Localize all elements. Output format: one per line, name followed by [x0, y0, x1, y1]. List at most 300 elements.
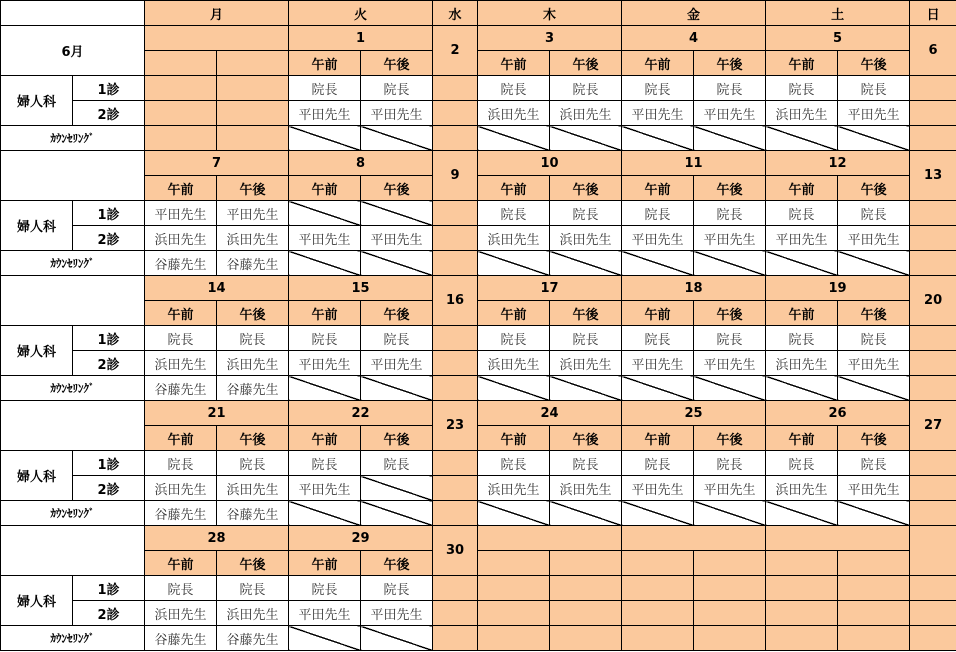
pm-label: 午後 [550, 176, 622, 201]
room2-label: 2診 [73, 476, 145, 501]
week-date-row [1, 401, 956, 426]
doctor-cell: 院長 [478, 201, 550, 226]
doctor-cell: 平田先生 [361, 351, 433, 376]
unavailable-slot [550, 501, 622, 526]
am-label: 午前 [289, 51, 361, 76]
unavailable-slot [289, 501, 361, 526]
pm-label: 午後 [550, 51, 622, 76]
empty-period-cell [478, 551, 550, 576]
doctor-cell: 浜田先生 [550, 351, 622, 376]
date-sat: 12 [766, 151, 910, 176]
doctor-cell: 平田先生 [766, 226, 838, 251]
room1-label: 1診 [73, 76, 145, 101]
sun-closed-cell [910, 201, 956, 226]
period-row [1, 51, 956, 76]
wed-closed-cell [433, 601, 478, 626]
doctor-cell: 院長 [766, 326, 838, 351]
doctor-cell: 浜田先生 [766, 351, 838, 376]
sun-closed-cell [910, 451, 956, 476]
am-label: 午前 [766, 51, 838, 76]
department-label: 婦人科 [1, 326, 73, 376]
date-mon: 28 [145, 526, 289, 551]
schedule-row-r2 [1, 101, 956, 126]
doctor-cell: 院長 [478, 326, 550, 351]
department-label: 婦人科 [1, 576, 73, 626]
doctor-cell: 平田先生 [289, 601, 361, 626]
schedule-row-c [1, 376, 956, 401]
doctor-cell: 浜田先生 [478, 351, 550, 376]
doctor-cell: 院長 [217, 326, 289, 351]
doctor-cell: 浜田先生 [217, 601, 289, 626]
doctor-cell: 浜田先生 [145, 226, 217, 251]
doctor-cell: 浜田先生 [550, 476, 622, 501]
unavailable-slot [694, 251, 766, 276]
empty-slot-cell [217, 126, 289, 151]
doctor-cell: 院長 [478, 451, 550, 476]
counseling-label: ｶｳﾝｾﾘﾝｸﾞ [1, 376, 145, 401]
doctor-cell: 平田先生 [361, 601, 433, 626]
pm-label: 午後 [361, 551, 433, 576]
am-label: 午前 [478, 301, 550, 326]
doctor-cell: 浜田先生 [766, 101, 838, 126]
room2-label: 2診 [73, 601, 145, 626]
weekday-header-row [1, 1, 956, 26]
unavailable-slot [622, 126, 694, 151]
schedule-row-r1 [1, 326, 956, 351]
room1-label: 1診 [73, 576, 145, 601]
blank-label-cell [1, 526, 145, 576]
schedule-row-r1 [1, 76, 956, 101]
pm-label: 午後 [361, 51, 433, 76]
pm-label: 午後 [838, 426, 910, 451]
doctor-cell: 浜田先生 [550, 101, 622, 126]
unavailable-slot [289, 201, 361, 226]
empty-slot-cell [766, 576, 838, 601]
weekday-sat: 土 [766, 1, 910, 26]
pm-label: 午後 [838, 301, 910, 326]
doctor-cell: 浜田先生 [145, 601, 217, 626]
empty-slot-cell [478, 601, 550, 626]
am-label: 午前 [289, 176, 361, 201]
empty-period-cell [217, 51, 289, 76]
empty-slot-cell [694, 626, 766, 651]
unavailable-slot [478, 376, 550, 401]
empty-slot-cell [478, 576, 550, 601]
sun-closed-cell [910, 626, 956, 651]
empty-slot-cell [694, 576, 766, 601]
unavailable-slot [550, 126, 622, 151]
am-label: 午前 [289, 301, 361, 326]
doctor-cell: 平田先生 [622, 101, 694, 126]
weekday-fri: 金 [622, 1, 766, 26]
am-label: 午前 [478, 426, 550, 451]
date-wed: 2 [433, 26, 478, 76]
unavailable-slot [361, 376, 433, 401]
pm-label: 午後 [838, 51, 910, 76]
empty-date-cell [478, 526, 622, 551]
date-mon: 7 [145, 151, 289, 176]
pm-label: 午後 [694, 426, 766, 451]
empty-date-cell [766, 526, 910, 551]
doctor-cell: 平田先生 [838, 476, 910, 501]
sun-closed-cell [910, 226, 956, 251]
wed-closed-cell [433, 126, 478, 151]
weekday-sun: 日 [910, 1, 956, 26]
empty-period-cell [694, 551, 766, 576]
doctor-cell: 院長 [550, 451, 622, 476]
wed-closed-cell [433, 351, 478, 376]
am-label: 午前 [145, 551, 217, 576]
doctor-cell: 平田先生 [622, 351, 694, 376]
doctor-cell: 院長 [694, 326, 766, 351]
doctor-cell: 谷藤先生 [217, 251, 289, 276]
empty-slot-cell [838, 576, 910, 601]
doctor-cell: 院長 [289, 576, 361, 601]
am-label: 午前 [766, 301, 838, 326]
sun-closed-cell [910, 501, 956, 526]
wed-closed-cell [433, 226, 478, 251]
am-label: 午前 [622, 301, 694, 326]
unavailable-slot [289, 251, 361, 276]
doctor-cell: 院長 [478, 76, 550, 101]
am-label: 午前 [622, 176, 694, 201]
schedule-row-r1 [1, 451, 956, 476]
empty-slot-cell [622, 576, 694, 601]
pm-label: 午後 [361, 426, 433, 451]
room2-label: 2診 [73, 351, 145, 376]
doctor-cell: 院長 [838, 76, 910, 101]
wed-closed-cell [433, 326, 478, 351]
am-label: 午前 [478, 51, 550, 76]
doctor-cell: 谷藤先生 [145, 626, 217, 651]
weekday-thu: 木 [478, 1, 622, 26]
doctor-cell: 院長 [694, 201, 766, 226]
doctor-cell: 浜田先生 [145, 476, 217, 501]
unavailable-slot [838, 126, 910, 151]
pm-label: 午後 [550, 426, 622, 451]
unavailable-slot [550, 251, 622, 276]
empty-slot-cell [838, 601, 910, 626]
empty-slot-cell [766, 626, 838, 651]
am-label: 午前 [289, 551, 361, 576]
department-label: 婦人科 [1, 76, 73, 126]
doctor-cell: 院長 [217, 451, 289, 476]
doctor-cell: 院長 [145, 326, 217, 351]
doctor-cell: 院長 [766, 201, 838, 226]
pm-label: 午後 [550, 301, 622, 326]
doctor-cell: 院長 [622, 76, 694, 101]
unavailable-slot [622, 251, 694, 276]
pm-label: 午後 [694, 51, 766, 76]
weekday-tue: 火 [289, 1, 433, 26]
doctor-cell: 平田先生 [694, 351, 766, 376]
doctor-cell: 谷藤先生 [217, 376, 289, 401]
sun-closed-cell [910, 251, 956, 276]
doctor-cell: 平田先生 [838, 226, 910, 251]
empty-date-cell [145, 26, 289, 51]
doctor-cell: 平田先生 [622, 226, 694, 251]
pm-label: 午後 [217, 301, 289, 326]
doctor-cell: 平田先生 [289, 101, 361, 126]
schedule-row-c [1, 251, 956, 276]
unavailable-slot [361, 201, 433, 226]
doctor-cell: 平田先生 [622, 476, 694, 501]
doctor-cell: 院長 [289, 326, 361, 351]
schedule-row-r2 [1, 351, 956, 376]
unavailable-slot [694, 376, 766, 401]
empty-period-cell [550, 551, 622, 576]
doctor-cell: 院長 [289, 76, 361, 101]
date-sun: 20 [910, 276, 956, 326]
date-fri: 25 [622, 401, 766, 426]
date-fri: 18 [622, 276, 766, 301]
schedule-row-r1 [1, 576, 956, 601]
doctor-cell: 院長 [361, 76, 433, 101]
empty-slot-cell [838, 626, 910, 651]
doctor-cell: 院長 [838, 326, 910, 351]
empty-slot-cell [145, 126, 217, 151]
doctor-cell: 院長 [550, 76, 622, 101]
doctor-cell: 平田先生 [289, 476, 361, 501]
date-tue: 29 [289, 526, 433, 551]
unavailable-slot [361, 126, 433, 151]
doctor-cell: 院長 [361, 326, 433, 351]
counseling-label: ｶｳﾝｾﾘﾝｸﾞ [1, 501, 145, 526]
schedule-row-r2 [1, 601, 956, 626]
pm-label: 午後 [361, 301, 433, 326]
room2-label: 2診 [73, 226, 145, 251]
doctor-cell: 院長 [145, 576, 217, 601]
unavailable-slot [694, 126, 766, 151]
doctor-cell: 院長 [361, 576, 433, 601]
unavailable-slot [361, 501, 433, 526]
schedule-row-c [1, 126, 956, 151]
wed-closed-cell [433, 76, 478, 101]
date-tue: 1 [289, 26, 433, 51]
doctor-cell: 平田先生 [694, 476, 766, 501]
unavailable-slot [622, 376, 694, 401]
sun-closed-cell [910, 601, 956, 626]
empty-slot-cell [550, 576, 622, 601]
unavailable-slot [838, 501, 910, 526]
date-sun: 27 [910, 401, 956, 451]
empty-slot-cell [550, 601, 622, 626]
date-sat: 5 [766, 26, 910, 51]
doctor-cell: 浜田先生 [478, 226, 550, 251]
empty-slot-cell [217, 76, 289, 101]
doctor-cell: 浜田先生 [217, 476, 289, 501]
doctor-cell: 院長 [694, 451, 766, 476]
schedule-body [1, 1, 956, 651]
doctor-cell: 院長 [766, 451, 838, 476]
period-row [1, 301, 956, 326]
unavailable-slot [478, 501, 550, 526]
empty-slot-cell [694, 601, 766, 626]
pm-label: 午後 [694, 301, 766, 326]
room2-label: 2診 [73, 101, 145, 126]
empty-slot-cell [622, 601, 694, 626]
sun-closed-cell [910, 476, 956, 501]
wed-closed-cell [433, 251, 478, 276]
doctor-cell: 浜田先生 [478, 101, 550, 126]
sun-closed-cell [910, 576, 956, 601]
date-sun: 13 [910, 151, 956, 201]
doctor-cell: 浜田先生 [766, 476, 838, 501]
sun-closed-cell [910, 326, 956, 351]
unavailable-slot [289, 626, 361, 651]
unavailable-slot [550, 376, 622, 401]
sun-closed-cell [910, 351, 956, 376]
blank-label-cell [1, 401, 145, 451]
weekday-wed: 水 [433, 1, 478, 26]
wed-closed-cell [433, 201, 478, 226]
date-wed: 23 [433, 401, 478, 451]
date-fri: 4 [622, 26, 766, 51]
doctor-cell: 院長 [766, 76, 838, 101]
am-label: 午前 [145, 426, 217, 451]
week-date-row [1, 526, 956, 551]
unavailable-slot [766, 501, 838, 526]
doctor-cell: 院長 [289, 451, 361, 476]
date-tue: 15 [289, 276, 433, 301]
date-wed: 16 [433, 276, 478, 326]
date-tue: 22 [289, 401, 433, 426]
department-label: 婦人科 [1, 201, 73, 251]
doctor-cell: 浜田先生 [478, 476, 550, 501]
schedule-row-c [1, 626, 956, 651]
unavailable-slot [622, 501, 694, 526]
blank-label-cell [1, 276, 145, 326]
empty-slot-cell [622, 626, 694, 651]
date-wed: 30 [433, 526, 478, 576]
date-mon: 21 [145, 401, 289, 426]
am-label: 午前 [766, 426, 838, 451]
sun-closed-cell [910, 76, 956, 101]
week-date-row [1, 26, 956, 51]
pm-label: 午後 [217, 426, 289, 451]
period-row [1, 426, 956, 451]
date-sun: 6 [910, 26, 956, 76]
sun-closed-cell [910, 376, 956, 401]
doctor-cell: 平田先生 [361, 226, 433, 251]
unavailable-slot [766, 126, 838, 151]
empty-date-cell [622, 526, 766, 551]
doctor-cell: 平田先生 [217, 201, 289, 226]
empty-slot-cell [766, 601, 838, 626]
pm-label: 午後 [217, 551, 289, 576]
pm-label: 午後 [694, 176, 766, 201]
weekday-mon: 月 [145, 1, 289, 26]
schedule-row-r1 [1, 201, 956, 226]
counseling-label: ｶｳﾝｾﾘﾝｸﾞ [1, 126, 145, 151]
period-row [1, 176, 956, 201]
unavailable-slot [361, 251, 433, 276]
doctor-cell: 浜田先生 [217, 351, 289, 376]
wed-closed-cell [433, 476, 478, 501]
date-mon: 14 [145, 276, 289, 301]
doctor-cell: 谷藤先生 [145, 376, 217, 401]
am-label: 午前 [145, 176, 217, 201]
sun-closed-cell [910, 101, 956, 126]
doctor-cell: 院長 [838, 451, 910, 476]
doctor-cell: 浜田先生 [550, 226, 622, 251]
pm-label: 午後 [217, 176, 289, 201]
doctor-cell: 院長 [622, 326, 694, 351]
doctor-cell: 平田先生 [694, 101, 766, 126]
schedule-row-r2 [1, 226, 956, 251]
month-label: 6月 [1, 26, 145, 76]
date-sat: 26 [766, 401, 910, 426]
wed-closed-cell [433, 626, 478, 651]
unavailable-slot [694, 501, 766, 526]
department-label: 婦人科 [1, 451, 73, 501]
room1-label: 1診 [73, 451, 145, 476]
doctor-cell: 院長 [361, 451, 433, 476]
empty-period-cell [145, 51, 217, 76]
doctor-cell: 院長 [550, 201, 622, 226]
doctor-cell: 院長 [622, 201, 694, 226]
doctor-cell: 谷藤先生 [217, 626, 289, 651]
date-sun [910, 526, 956, 576]
unavailable-slot [289, 376, 361, 401]
empty-period-cell [766, 551, 838, 576]
am-label: 午前 [622, 426, 694, 451]
doctor-cell: 院長 [217, 576, 289, 601]
schedule-row-r2 [1, 476, 956, 501]
am-label: 午前 [766, 176, 838, 201]
room1-label: 1診 [73, 201, 145, 226]
unavailable-slot [361, 476, 433, 501]
doctor-cell: 平田先生 [289, 351, 361, 376]
date-fri: 11 [622, 151, 766, 176]
date-wed: 9 [433, 151, 478, 201]
doctor-cell: 院長 [622, 451, 694, 476]
doctor-cell: 平田先生 [694, 226, 766, 251]
unavailable-slot [361, 626, 433, 651]
date-thu: 10 [478, 151, 622, 176]
date-thu: 3 [478, 26, 622, 51]
wed-closed-cell [433, 451, 478, 476]
wed-closed-cell [433, 376, 478, 401]
blank-label-cell [1, 151, 145, 201]
counseling-label: ｶｳﾝｾﾘﾝｸﾞ [1, 626, 145, 651]
doctor-cell: 院長 [838, 201, 910, 226]
unavailable-slot [838, 376, 910, 401]
date-thu: 17 [478, 276, 622, 301]
empty-slot-cell [550, 626, 622, 651]
am-label: 午前 [289, 426, 361, 451]
wed-closed-cell [433, 501, 478, 526]
empty-slot-cell [217, 101, 289, 126]
week-date-row [1, 151, 956, 176]
am-label: 午前 [478, 176, 550, 201]
unavailable-slot [289, 126, 361, 151]
doctor-cell: 平田先生 [838, 351, 910, 376]
pm-label: 午後 [361, 176, 433, 201]
am-label: 午前 [145, 301, 217, 326]
pm-label: 午後 [838, 176, 910, 201]
doctor-cell: 平田先生 [145, 201, 217, 226]
am-label: 午前 [622, 51, 694, 76]
unavailable-slot [766, 251, 838, 276]
counseling-label: ｶｳﾝｾﾘﾝｸﾞ [1, 251, 145, 276]
doctor-cell: 谷藤先生 [217, 501, 289, 526]
date-thu: 24 [478, 401, 622, 426]
empty-period-cell [622, 551, 694, 576]
corner-cell [1, 1, 145, 26]
doctor-cell: 平田先生 [838, 101, 910, 126]
wed-closed-cell [433, 101, 478, 126]
